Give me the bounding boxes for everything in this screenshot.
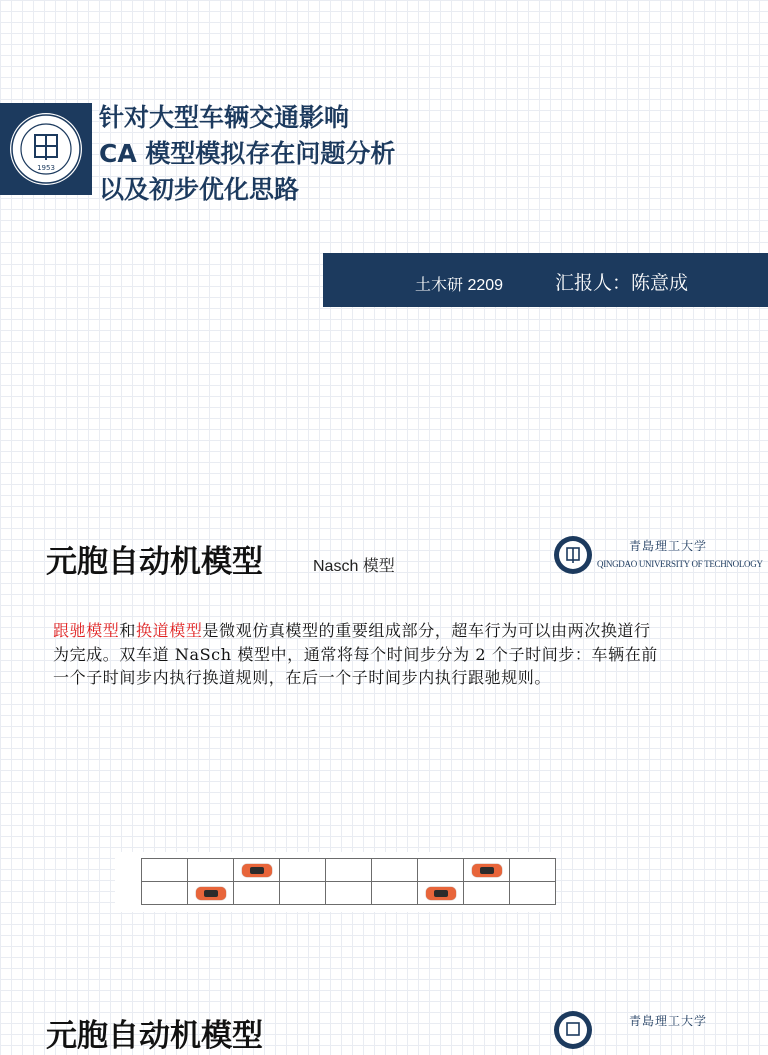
section-subtitle: Nasch 模型 [313,558,395,575]
car-icon [196,887,226,900]
cover-title-line-3: 以及初步优化思路 [99,175,300,204]
cell [418,859,464,882]
car-icon [426,887,456,900]
university-small-logo-icon [553,535,593,575]
reporter-bar [323,253,768,307]
cell [234,882,280,905]
cell [372,882,418,905]
car-icon [472,864,502,877]
reporter-class: 土木研 2209 [415,277,504,294]
cover-title [99,100,395,208]
cell [188,859,234,882]
university-name-cn: 青島理工大学 [629,539,708,553]
reporter-name: 汇报人：陈意成 [555,273,689,294]
description-body: 是微观仿真模型的重要组成部分，超车行为可以由两次换道行为完成。双车道 NaSch 模型中，通常将每个时间步分为 2 个子时间步：车辆在前一个子时间步内执行换道规则，在后一个子时间步内执行跟驰规则。 [53,621,658,687]
cover-title-block [0,103,440,204]
road-lane-grid [141,858,556,905]
cover-title-line-1: 针对大型车辆交通影响 [99,103,350,132]
university-logo [0,103,92,195]
cell [326,882,372,905]
university-name-en: QINGDAO UNIVERSITY OF TECHNOLOGY [597,559,763,569]
cell [326,859,372,882]
cell [280,859,326,882]
term-lane-changing: 换道模型 [136,621,203,640]
university-small-logo-icon [553,1010,593,1050]
lane-1 [142,859,556,882]
cell [510,882,556,905]
university-seal-icon [7,110,85,188]
cell [510,859,556,882]
seal-year: 1953 [37,164,55,172]
cell [188,882,234,905]
cell [280,882,326,905]
term-conjunction: 和 [119,621,137,640]
cell [142,859,188,882]
cover-title-line-2: CA 模型模拟存在问题分析 [99,139,396,168]
term-car-following: 跟驰模型 [53,621,120,640]
section-title: 元胞自动机模型 [46,544,263,580]
cell [418,882,464,905]
lane-2 [142,882,556,905]
cell [234,859,280,882]
cell [464,859,510,882]
car-icon [242,864,272,877]
cell [464,882,510,905]
cell [142,882,188,905]
model-description [53,619,663,690]
university-name-cn: 青島理工大学 [629,1014,708,1028]
cell [372,859,418,882]
next-section-title: 元胞自动机模型 [46,1018,263,1054]
